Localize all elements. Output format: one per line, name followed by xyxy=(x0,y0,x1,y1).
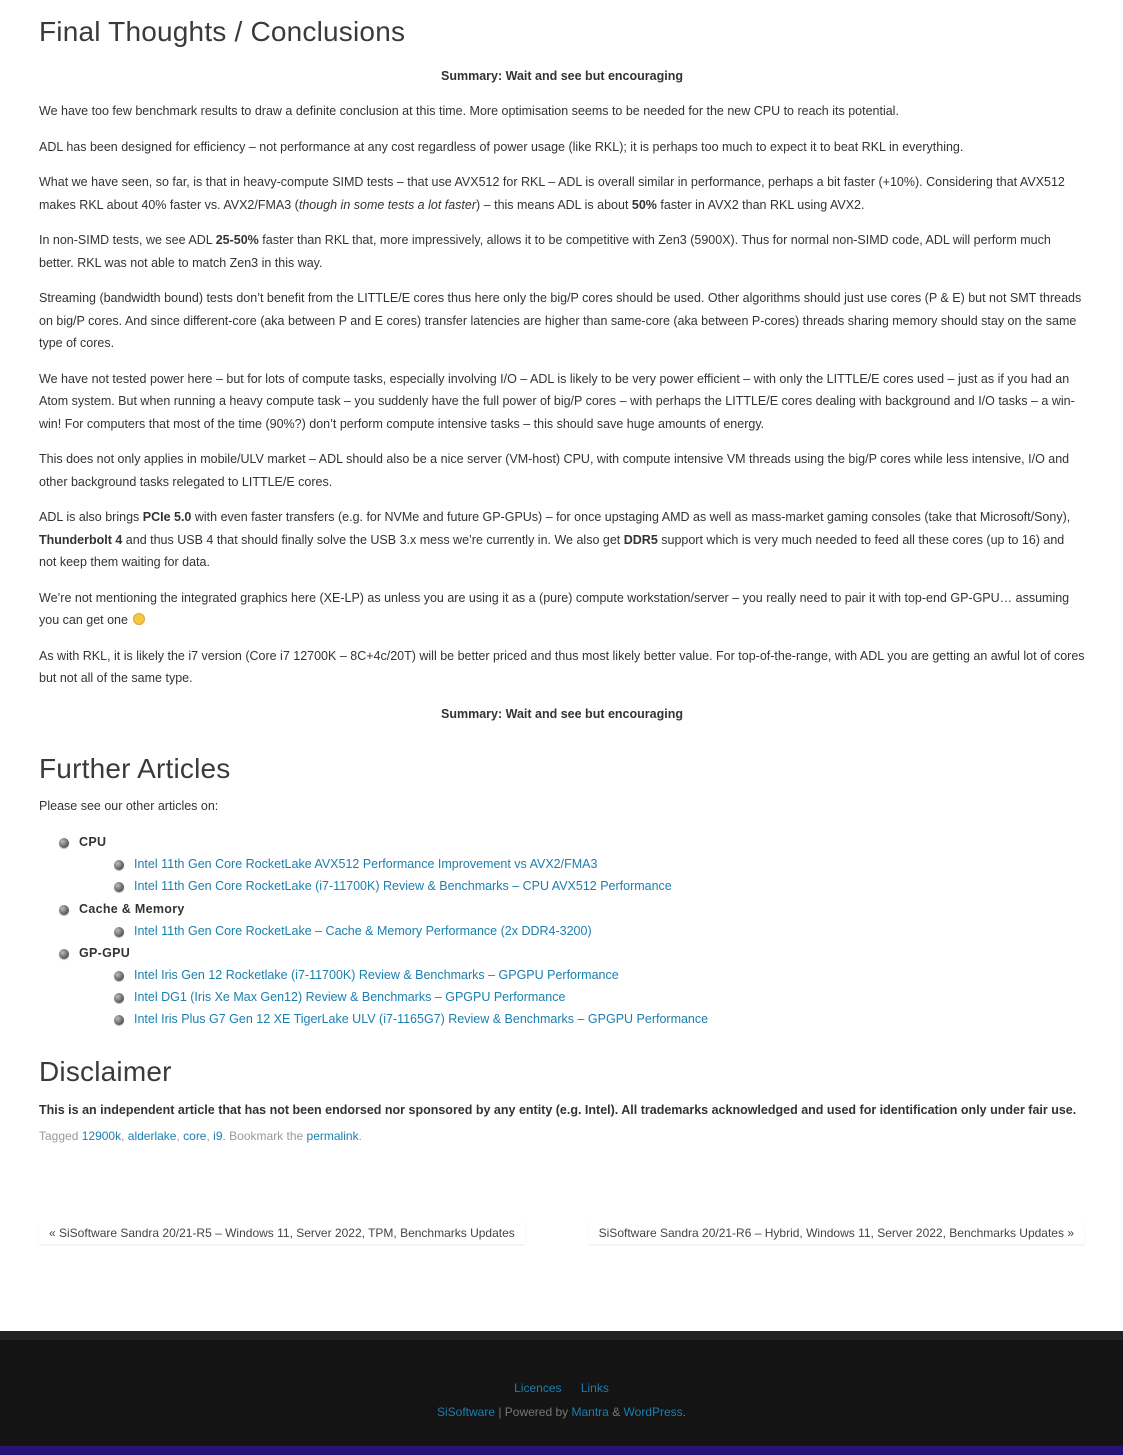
footer-link-licences[interactable]: Licences xyxy=(514,1381,562,1395)
paragraph xyxy=(39,587,1085,632)
main-content xyxy=(39,0,1085,1143)
paragraph: We have too few benchmark results to draw a definite conclusion at this time. More optimisation seems to be needed for the new CPU to reach its potential. xyxy=(39,104,899,118)
tagged-label: Tagged xyxy=(39,1129,79,1144)
footer-accent-bar xyxy=(0,1446,1123,1455)
paragraph: Streaming (bandwidth bound) tests don’t benefit from the LITTLE/E cores thus here only the big/P cores should be used. Other algorithms should just use cores (P & E) but not SMT threads on big/P cores. And since different-core (aka between P and E cores) transfer latencies are higher than same-core (aka between P-cores) threads sharing memory should stay on the same type of cores. xyxy=(39,291,1082,350)
tag-link[interactable]: 12900k xyxy=(81,1129,122,1144)
bullet-icon xyxy=(59,838,69,848)
credit-end: . xyxy=(682,1405,687,1419)
list-item xyxy=(79,853,1085,875)
bold-text: DDR5 xyxy=(623,532,658,547)
bullet-icon xyxy=(114,927,124,937)
category-label: GP-GPU xyxy=(79,945,131,960)
paragraph: ADL has been designed for efficiency – not performance at any cost regardless of power usage (like RKL); it is perhaps too much to expect it to beat RKL in everything. xyxy=(39,139,964,154)
italic-text: though in some tests a lot faster xyxy=(298,197,477,212)
text-fragment: ADL is also brings xyxy=(39,510,143,524)
tags-line: Tagged 12900k, alderlake, core, i9. Bookmark the permalink. xyxy=(39,1129,362,1144)
category-item xyxy=(39,898,1085,942)
conclusions-heading: Final Thoughts / Conclusions xyxy=(39,16,406,47)
footer-link-links[interactable]: Links xyxy=(580,1381,609,1395)
paragraph xyxy=(39,229,1085,274)
tags-end: . xyxy=(358,1129,362,1144)
permalink-link[interactable]: permalink xyxy=(306,1129,359,1144)
text-fragment: support which is very much needed to feed all these cores (up to 16) and not keep them waiting for data. xyxy=(39,532,1065,569)
category-label: Cache & Memory xyxy=(79,901,185,916)
list-item xyxy=(79,986,1085,1008)
bullet-icon xyxy=(114,1015,124,1025)
tag-link[interactable]: alderlake xyxy=(127,1129,177,1144)
footer-credit xyxy=(0,1405,1123,1419)
category-item xyxy=(39,831,1085,898)
paragraph: We have not tested power here – but for lots of compute tasks, especially involving I/O – ADL is likely to be very power efficient – with only the LITTLE/E cores used – just as if you had an Atom system. But when running a heavy compute task – you suddenly have the full power of big/P cores – with perhaps the LITTLE/E cores dealing with background and I/O tasks – a win-win! For computers that most of the time (90%?) don’t perform compute intensive tasks – this should save huge amounts of energy. xyxy=(39,371,1075,431)
wordpress-link[interactable]: WordPress xyxy=(623,1405,683,1419)
tag-link[interactable]: core xyxy=(183,1129,207,1144)
next-post-link[interactable]: SiSoftware Sandra 20/21-R6 – Hybrid, Windows 11, Server 2022, Benchmarks Updates » xyxy=(589,1222,1084,1244)
footer-menu xyxy=(0,1381,1123,1395)
bullet-icon xyxy=(59,949,69,959)
category-label: CPU xyxy=(79,835,107,849)
disclaimer-heading: Disclaimer xyxy=(39,1055,172,1087)
bullet-icon xyxy=(114,971,124,981)
category-item xyxy=(39,942,1085,1031)
list-item xyxy=(79,1008,1085,1030)
article-link[interactable]: Intel Iris Gen 12 Rocketlake (i7-11700K) Review & Benchmarks – GPGPU Performance xyxy=(134,967,619,982)
list-item xyxy=(79,964,1085,986)
bold-text: PCIe 5.0 xyxy=(142,510,192,524)
bold-text: 25-50% xyxy=(215,233,259,247)
site-link[interactable]: SiSoftware xyxy=(436,1405,495,1419)
text-fragment: In non-SIMD tests, we see ADL xyxy=(39,233,216,247)
disclaimer-text: This is an independent article that has not been endorsed nor sponsored by any entity (e.g. Intel). All trademarks acknowledged and used for identification only under fair use. xyxy=(39,1102,1077,1117)
paragraph xyxy=(39,506,1085,574)
article-link[interactable]: Intel Iris Plus G7 Gen 12 XE TigerLake ULV (i7-1165G7) Review & Benchmarks – GPGPU Performance xyxy=(134,1012,709,1027)
bold-text: 50% xyxy=(631,197,657,212)
bullet-icon xyxy=(114,993,124,1003)
text-fragment: What we have seen, so far, is that in heavy-compute SIMD tests – that use AVX512 for RKL – ADL is overall similar in performance, perhaps a bit faster (+10%). Considering that AVX512 makes RKL about 40% faster vs. AVX2/FMA3 ( xyxy=(39,175,1065,212)
tag-link[interactable]: i9 xyxy=(213,1129,223,1144)
further-intro: Please see our other articles on: xyxy=(39,798,219,813)
theme-link[interactable]: Mantra xyxy=(571,1405,609,1419)
article-list xyxy=(79,964,1085,1031)
list-item xyxy=(79,875,1085,897)
article-list xyxy=(79,920,1085,942)
text-fragment: and thus USB 4 that should finally solve the USB 3.x mess we’re currently in. We also get xyxy=(122,532,624,547)
text-fragment: faster than RKL that, more impressively, allows it to be competitive with Zen3 (5900X). Thus for normal non-SIMD code, ADL will perform much better. RKL was not able to match Zen3 in this way. xyxy=(39,233,1051,270)
bullet-icon xyxy=(114,882,124,892)
article-list xyxy=(79,853,1085,898)
list-item xyxy=(79,920,1085,942)
bullet-icon xyxy=(114,860,124,870)
summary-top: Summary: Wait and see but encouraging xyxy=(441,69,683,83)
article-link[interactable]: Intel 11th Gen Core RocketLake – Cache & Memory Performance (2x DDR4-3200) xyxy=(134,923,592,938)
text-fragment: with even faster transfers (e.g. for NVMe and future GP-GPUs) – for once upstaging AMD as well as mass-market gaming consoles (take that Microsoft/Sony), xyxy=(191,510,1071,524)
text-fragment: We’re not mentioning the integrated graphics here (XE-LP) as unless you are using it as a (pure) compute workstation/server – you really need to pair it with top-end GP-GPU… assuming you can get one xyxy=(39,590,1070,627)
smiley-icon xyxy=(133,613,145,625)
summary-bottom: Summary: Wait and see but encouraging xyxy=(441,706,683,721)
text-fragment: faster in AVX2 than RKL using AVX2. xyxy=(656,197,865,212)
powered-by-text: | Powered by xyxy=(495,1405,572,1419)
paragraph: This does not only applies in mobile/ULV market – ADL should also be a nice server (VM-host) CPU, with compute intensive VM threads using the big/P cores while less intensive, I/O and other background tasks relegated to LITTLE/E cores. xyxy=(39,452,1070,489)
further-articles-heading: Further Articles xyxy=(39,752,231,784)
article-categories xyxy=(39,831,1085,1031)
bookmark-text: . Bookmark the xyxy=(222,1129,304,1144)
text-fragment: ) – this means ADL is about xyxy=(476,197,632,212)
bullet-icon xyxy=(59,905,69,915)
paragraph: As with RKL, it is likely the i7 version (Core i7 12700K – 8C+4c/20T) will be better priced and thus most likely better value. For top-of-the-range, with ADL you are getting an awful lot of cores but not all of the same type. xyxy=(39,648,1085,685)
previous-post-link[interactable]: « SiSoftware Sandra 20/21-R5 – Windows 11, Server 2022, TPM, Benchmarks Updates xyxy=(39,1222,525,1244)
paragraph xyxy=(39,171,1085,216)
article-link[interactable]: Intel DG1 (Iris Xe Max Gen12) Review & Benchmarks – GPGPU Performance xyxy=(134,990,566,1005)
article-link[interactable]: Intel 11th Gen Core RocketLake (i7-11700K) Review & Benchmarks – CPU AVX512 Performance xyxy=(134,879,672,894)
bold-text: Thunderbolt 4 xyxy=(39,532,123,547)
article-link[interactable]: Intel 11th Gen Core RocketLake AVX512 Performance Improvement vs AVX2/FMA3 xyxy=(134,857,598,871)
site-footer xyxy=(0,1331,1123,1455)
amp-text: & xyxy=(608,1405,624,1419)
